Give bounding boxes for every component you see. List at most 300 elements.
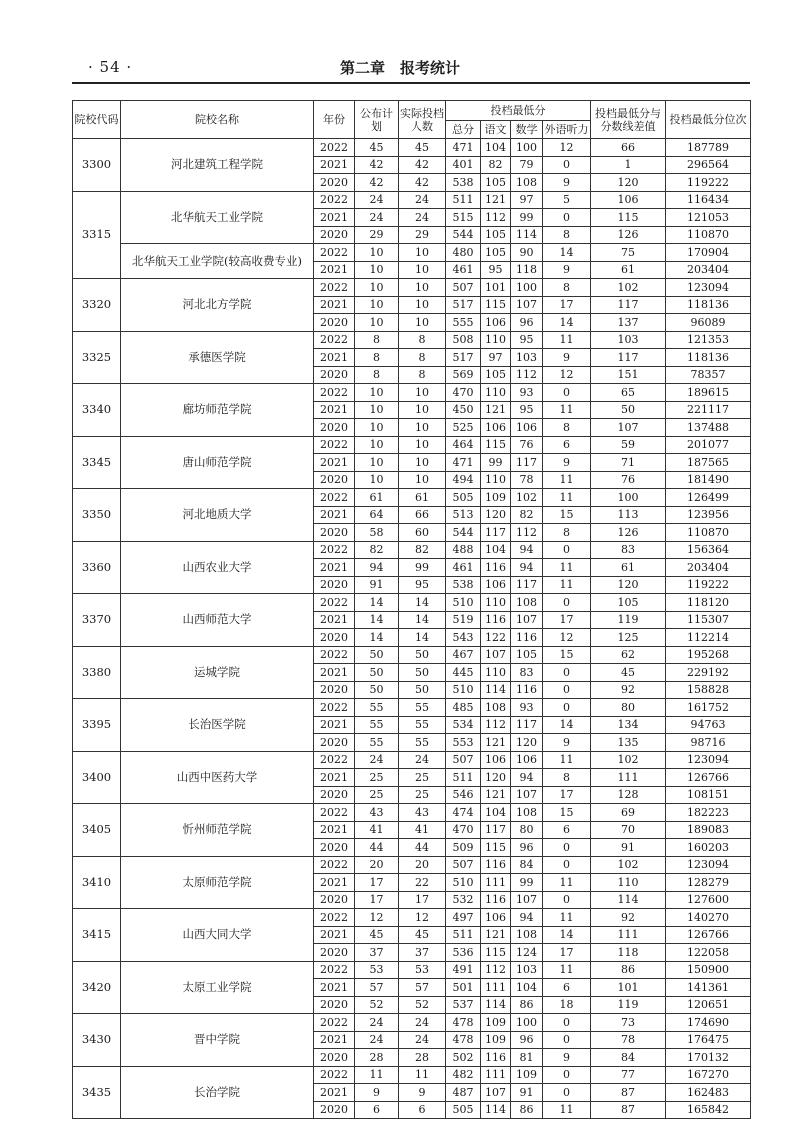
institution-name: 长治学院 <box>121 1066 314 1119</box>
total-cell: 461 <box>446 261 481 279</box>
listening-cell: 11 <box>543 401 591 419</box>
listening-cell: 17 <box>543 296 591 314</box>
year-cell: 2021 <box>314 716 355 734</box>
plan-cell: 43 <box>355 804 399 822</box>
rank-cell: 119222 <box>666 174 751 192</box>
chinese-cell: 95 <box>481 261 511 279</box>
year-cell: 2022 <box>314 594 355 612</box>
plan-cell: 10 <box>355 244 399 262</box>
year-cell: 2022 <box>314 244 355 262</box>
actual-cell: 53 <box>399 961 446 979</box>
chinese-cell: 105 <box>481 366 511 384</box>
actual-cell: 45 <box>399 139 446 157</box>
math-cell: 95 <box>511 401 543 419</box>
diff-cell: 135 <box>591 734 666 752</box>
year-cell: 2022 <box>314 961 355 979</box>
actual-cell: 11 <box>399 1066 446 1084</box>
total-cell: 502 <box>446 1049 481 1067</box>
math-cell: 94 <box>511 559 543 577</box>
year-cell: 2021 <box>314 769 355 787</box>
chinese-cell: 115 <box>481 296 511 314</box>
math-cell: 117 <box>511 576 543 594</box>
plan-cell: 12 <box>355 909 399 927</box>
diff-cell: 113 <box>591 506 666 524</box>
chinese-cell: 120 <box>481 506 511 524</box>
table-row <box>73 804 751 822</box>
actual-cell: 55 <box>399 699 446 717</box>
plan-cell: 25 <box>355 769 399 787</box>
total-cell: 507 <box>446 751 481 769</box>
col-header-math: 数学 <box>511 121 543 139</box>
table-row <box>73 856 751 874</box>
table-row <box>73 191 751 209</box>
chinese-cell: 114 <box>481 1101 511 1119</box>
institution-code: 3410 <box>73 856 121 909</box>
plan-cell: 10 <box>355 384 399 402</box>
rank-cell: 108151 <box>666 786 751 804</box>
diff-cell: 78 <box>591 1031 666 1049</box>
chinese-cell: 106 <box>481 751 511 769</box>
actual-cell: 57 <box>399 979 446 997</box>
rank-cell: 140270 <box>666 909 751 927</box>
year-cell: 2022 <box>314 279 355 297</box>
actual-cell: 10 <box>399 419 446 437</box>
total-cell: 471 <box>446 454 481 472</box>
year-cell: 2021 <box>314 926 355 944</box>
rank-cell: 123094 <box>666 856 751 874</box>
plan-cell: 10 <box>355 279 399 297</box>
diff-cell: 62 <box>591 646 666 664</box>
chinese-cell: 97 <box>481 349 511 367</box>
year-cell: 2021 <box>314 401 355 419</box>
plan-cell: 45 <box>355 139 399 157</box>
plan-cell: 17 <box>355 874 399 892</box>
total-cell: 450 <box>446 401 481 419</box>
chinese-cell: 115 <box>481 839 511 857</box>
rank-cell: 110870 <box>666 524 751 542</box>
admission-table <box>72 100 751 1119</box>
actual-cell: 10 <box>399 384 446 402</box>
rank-cell: 160203 <box>666 839 751 857</box>
rank-cell: 116434 <box>666 191 751 209</box>
chinese-cell: 112 <box>481 961 511 979</box>
table-row <box>73 331 751 349</box>
listening-cell: 0 <box>543 1066 591 1084</box>
actual-cell: 22 <box>399 874 446 892</box>
year-cell: 2022 <box>314 1014 355 1032</box>
total-cell: 507 <box>446 279 481 297</box>
actual-cell: 52 <box>399 996 446 1014</box>
col-header-code: 院校代码 <box>73 101 121 139</box>
math-cell: 105 <box>511 646 543 664</box>
actual-cell: 99 <box>399 559 446 577</box>
math-cell: 91 <box>511 1084 543 1102</box>
rank-cell: 126766 <box>666 926 751 944</box>
diff-cell: 137 <box>591 314 666 332</box>
plan-cell: 44 <box>355 839 399 857</box>
col-header-min-score-group: 投档最低分 <box>446 101 591 121</box>
diff-cell: 102 <box>591 856 666 874</box>
math-cell: 109 <box>511 1066 543 1084</box>
math-cell: 84 <box>511 856 543 874</box>
institution-code: 3400 <box>73 751 121 804</box>
header-rule <box>72 82 750 84</box>
chinese-cell: 115 <box>481 436 511 454</box>
plan-cell: 37 <box>355 944 399 962</box>
diff-cell: 101 <box>591 979 666 997</box>
rank-cell: 141361 <box>666 979 751 997</box>
total-cell: 517 <box>446 349 481 367</box>
rank-cell: 167270 <box>666 1066 751 1084</box>
chinese-cell: 121 <box>481 926 511 944</box>
diff-cell: 105 <box>591 594 666 612</box>
table-row <box>73 384 751 402</box>
listening-cell: 14 <box>543 244 591 262</box>
institution-code: 3430 <box>73 1014 121 1067</box>
institution-name: 承德医学院 <box>121 331 314 384</box>
rank-cell: 98716 <box>666 734 751 752</box>
rank-cell: 120651 <box>666 996 751 1014</box>
diff-cell: 102 <box>591 751 666 769</box>
rank-cell: 158828 <box>666 681 751 699</box>
institution-code: 3315 <box>73 191 121 279</box>
total-cell: 510 <box>446 874 481 892</box>
plan-cell: 8 <box>355 331 399 349</box>
year-cell: 2022 <box>314 1066 355 1084</box>
chinese-cell: 117 <box>481 524 511 542</box>
total-cell: 511 <box>446 191 481 209</box>
actual-cell: 10 <box>399 244 446 262</box>
actual-cell: 14 <box>399 594 446 612</box>
actual-cell: 14 <box>399 629 446 647</box>
diff-cell: 1 <box>591 156 666 174</box>
listening-cell: 0 <box>543 681 591 699</box>
year-cell: 2022 <box>314 191 355 209</box>
total-cell: 491 <box>446 961 481 979</box>
total-cell: 478 <box>446 1014 481 1032</box>
actual-cell: 10 <box>399 401 446 419</box>
chinese-cell: 106 <box>481 909 511 927</box>
diff-cell: 75 <box>591 244 666 262</box>
total-cell: 510 <box>446 594 481 612</box>
year-cell: 2021 <box>314 209 355 227</box>
diff-cell: 84 <box>591 1049 666 1067</box>
total-cell: 544 <box>446 226 481 244</box>
total-cell: 511 <box>446 769 481 787</box>
listening-cell: 11 <box>543 909 591 927</box>
rank-cell: 119222 <box>666 576 751 594</box>
diff-cell: 120 <box>591 174 666 192</box>
plan-cell: 10 <box>355 454 399 472</box>
diff-cell: 69 <box>591 804 666 822</box>
rank-cell: 78357 <box>666 366 751 384</box>
rank-cell: 96089 <box>666 314 751 332</box>
diff-cell: 100 <box>591 489 666 507</box>
total-cell: 470 <box>446 821 481 839</box>
total-cell: 546 <box>446 786 481 804</box>
institution-code: 3380 <box>73 646 121 699</box>
math-cell: 86 <box>511 996 543 1014</box>
total-cell: 543 <box>446 629 481 647</box>
table-row <box>73 594 751 612</box>
year-cell: 2020 <box>314 1049 355 1067</box>
chinese-cell: 116 <box>481 611 511 629</box>
actual-cell: 8 <box>399 349 446 367</box>
listening-cell: 0 <box>543 1014 591 1032</box>
rank-cell: 296564 <box>666 156 751 174</box>
diff-cell: 151 <box>591 366 666 384</box>
chinese-cell: 109 <box>481 1031 511 1049</box>
total-cell: 538 <box>446 174 481 192</box>
math-cell: 107 <box>511 891 543 909</box>
plan-cell: 20 <box>355 856 399 874</box>
year-cell: 2020 <box>314 734 355 752</box>
diff-cell: 119 <box>591 611 666 629</box>
chinese-cell: 114 <box>481 681 511 699</box>
plan-cell: 29 <box>355 226 399 244</box>
institution-code: 3415 <box>73 909 121 962</box>
math-cell: 93 <box>511 384 543 402</box>
table-row <box>73 1066 751 1084</box>
col-header-rank: 投档最低分位次 <box>666 101 751 139</box>
rank-cell: 174690 <box>666 1014 751 1032</box>
year-cell: 2020 <box>314 1101 355 1119</box>
math-cell: 124 <box>511 944 543 962</box>
total-cell: 461 <box>446 559 481 577</box>
year-cell: 2022 <box>314 646 355 664</box>
rank-cell: 150900 <box>666 961 751 979</box>
chinese-cell: 82 <box>481 156 511 174</box>
actual-cell: 10 <box>399 436 446 454</box>
total-cell: 494 <box>446 471 481 489</box>
table-row <box>73 751 751 769</box>
actual-cell: 41 <box>399 821 446 839</box>
col-header-actual: 实际投档人数 <box>399 101 446 139</box>
plan-cell: 24 <box>355 1014 399 1032</box>
listening-cell: 11 <box>543 1101 591 1119</box>
plan-cell: 28 <box>355 1049 399 1067</box>
diff-cell: 71 <box>591 454 666 472</box>
rank-cell: 156364 <box>666 541 751 559</box>
year-cell: 2021 <box>314 1084 355 1102</box>
rank-cell: 187789 <box>666 139 751 157</box>
listening-cell: 15 <box>543 804 591 822</box>
plan-cell: 82 <box>355 541 399 559</box>
year-cell: 2022 <box>314 436 355 454</box>
institution-code: 3345 <box>73 436 121 489</box>
year-cell: 2022 <box>314 489 355 507</box>
year-cell: 2022 <box>314 751 355 769</box>
rank-cell: 165842 <box>666 1101 751 1119</box>
chinese-cell: 104 <box>481 804 511 822</box>
year-cell: 2022 <box>314 139 355 157</box>
diff-cell: 45 <box>591 664 666 682</box>
listening-cell: 17 <box>543 611 591 629</box>
institution-code: 3405 <box>73 804 121 857</box>
listening-cell: 0 <box>543 1084 591 1102</box>
year-cell: 2021 <box>314 1031 355 1049</box>
chinese-cell: 99 <box>481 454 511 472</box>
diff-cell: 120 <box>591 576 666 594</box>
chinese-cell: 116 <box>481 559 511 577</box>
plan-cell: 10 <box>355 419 399 437</box>
chinese-cell: 106 <box>481 314 511 332</box>
col-header-chinese: 语文 <box>481 121 511 139</box>
total-cell: 513 <box>446 506 481 524</box>
listening-cell: 11 <box>543 576 591 594</box>
institution-name: 运城学院 <box>121 646 314 699</box>
listening-cell: 17 <box>543 786 591 804</box>
math-cell: 96 <box>511 1031 543 1049</box>
listening-cell: 14 <box>543 926 591 944</box>
actual-cell: 45 <box>399 926 446 944</box>
math-cell: 99 <box>511 874 543 892</box>
total-cell: 511 <box>446 926 481 944</box>
math-cell: 96 <box>511 839 543 857</box>
total-cell: 536 <box>446 944 481 962</box>
listening-cell: 12 <box>543 629 591 647</box>
table-row <box>73 909 751 927</box>
total-cell: 544 <box>446 524 481 542</box>
year-cell: 2022 <box>314 856 355 874</box>
year-cell: 2021 <box>314 261 355 279</box>
plan-cell: 9 <box>355 1084 399 1102</box>
listening-cell: 0 <box>543 664 591 682</box>
listening-cell: 11 <box>543 874 591 892</box>
diff-cell: 73 <box>591 1014 666 1032</box>
math-cell: 108 <box>511 804 543 822</box>
math-cell: 78 <box>511 471 543 489</box>
year-cell: 2020 <box>314 366 355 384</box>
listening-cell: 11 <box>543 751 591 769</box>
math-cell: 102 <box>511 489 543 507</box>
chinese-cell: 110 <box>481 384 511 402</box>
listening-cell: 9 <box>543 734 591 752</box>
chinese-cell: 111 <box>481 979 511 997</box>
listening-cell: 0 <box>543 156 591 174</box>
actual-cell: 55 <box>399 716 446 734</box>
table-body <box>73 139 751 1119</box>
actual-cell: 8 <box>399 366 446 384</box>
institution-code: 3435 <box>73 1066 121 1119</box>
math-cell: 107 <box>511 786 543 804</box>
table-row <box>73 961 751 979</box>
year-cell: 2021 <box>314 506 355 524</box>
total-cell: 467 <box>446 646 481 664</box>
math-cell: 108 <box>511 926 543 944</box>
plan-cell: 14 <box>355 611 399 629</box>
chinese-cell: 101 <box>481 279 511 297</box>
chinese-cell: 122 <box>481 629 511 647</box>
plan-cell: 52 <box>355 996 399 1014</box>
year-cell: 2022 <box>314 699 355 717</box>
year-cell: 2020 <box>314 226 355 244</box>
chinese-cell: 105 <box>481 174 511 192</box>
rank-cell: 126499 <box>666 489 751 507</box>
table-row <box>73 699 751 717</box>
year-cell: 2021 <box>314 821 355 839</box>
table-row <box>73 489 751 507</box>
rank-cell: 170904 <box>666 244 751 262</box>
listening-cell: 5 <box>543 191 591 209</box>
actual-cell: 37 <box>399 944 446 962</box>
institution-name: 唐山师范学院 <box>121 436 314 489</box>
actual-cell: 50 <box>399 664 446 682</box>
year-cell: 2020 <box>314 576 355 594</box>
year-cell: 2021 <box>314 874 355 892</box>
math-cell: 93 <box>511 699 543 717</box>
rank-cell: 189615 <box>666 384 751 402</box>
plan-cell: 11 <box>355 1066 399 1084</box>
listening-cell: 8 <box>543 769 591 787</box>
diff-cell: 106 <box>591 191 666 209</box>
total-cell: 480 <box>446 244 481 262</box>
math-cell: 81 <box>511 1049 543 1067</box>
rank-cell: 221117 <box>666 401 751 419</box>
diff-cell: 66 <box>591 139 666 157</box>
rank-cell: 128279 <box>666 874 751 892</box>
total-cell: 497 <box>446 909 481 927</box>
actual-cell: 50 <box>399 646 446 664</box>
actual-cell: 9 <box>399 1084 446 1102</box>
rank-cell: 112214 <box>666 629 751 647</box>
listening-cell: 0 <box>543 541 591 559</box>
institution-name: 山西农业大学 <box>121 541 314 594</box>
plan-cell: 24 <box>355 751 399 769</box>
actual-cell: 55 <box>399 734 446 752</box>
table-row <box>73 244 751 262</box>
total-cell: 537 <box>446 996 481 1014</box>
math-cell: 117 <box>511 716 543 734</box>
actual-cell: 10 <box>399 279 446 297</box>
actual-cell: 20 <box>399 856 446 874</box>
chinese-cell: 106 <box>481 576 511 594</box>
plan-cell: 10 <box>355 471 399 489</box>
rank-cell: 118136 <box>666 296 751 314</box>
chinese-cell: 109 <box>481 1014 511 1032</box>
total-cell: 555 <box>446 314 481 332</box>
listening-cell: 12 <box>543 139 591 157</box>
chinese-cell: 110 <box>481 471 511 489</box>
plan-cell: 50 <box>355 646 399 664</box>
year-cell: 2021 <box>314 559 355 577</box>
diff-cell: 77 <box>591 1066 666 1084</box>
institution-name: 廊坊师范学院 <box>121 384 314 437</box>
math-cell: 118 <box>511 261 543 279</box>
institution-code: 3360 <box>73 541 121 594</box>
listening-cell: 0 <box>543 209 591 227</box>
plan-cell: 91 <box>355 576 399 594</box>
rank-cell: 229192 <box>666 664 751 682</box>
year-cell: 2021 <box>314 979 355 997</box>
listening-cell: 0 <box>543 384 591 402</box>
total-cell: 488 <box>446 541 481 559</box>
total-cell: 471 <box>446 139 481 157</box>
institution-name: 河北建筑工程学院 <box>121 139 314 192</box>
total-cell: 464 <box>446 436 481 454</box>
plan-cell: 45 <box>355 926 399 944</box>
math-cell: 100 <box>511 139 543 157</box>
listening-cell: 9 <box>543 261 591 279</box>
institution-name: 长治医学院 <box>121 699 314 752</box>
plan-cell: 53 <box>355 961 399 979</box>
chinese-cell: 110 <box>481 331 511 349</box>
diff-cell: 128 <box>591 786 666 804</box>
year-cell: 2020 <box>314 944 355 962</box>
plan-cell: 94 <box>355 559 399 577</box>
math-cell: 76 <box>511 436 543 454</box>
year-cell: 2022 <box>314 384 355 402</box>
